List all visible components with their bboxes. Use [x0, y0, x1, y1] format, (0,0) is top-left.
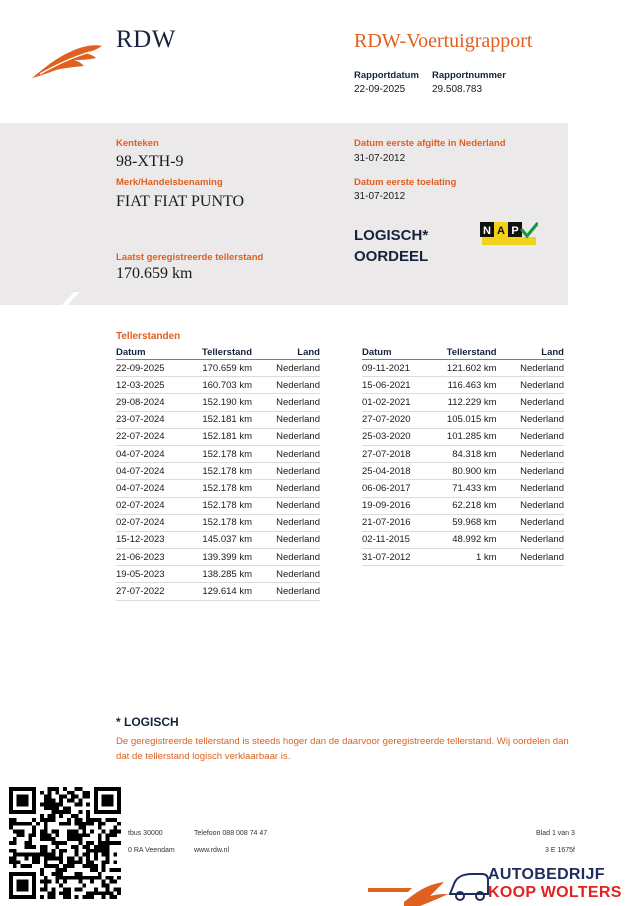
reading-date: 02-07-2024 [116, 514, 190, 531]
last-odometer: 170.659 km [116, 265, 193, 282]
reading-date: 01-02-2021 [362, 394, 435, 411]
car-outline-icon [450, 874, 488, 900]
reading-date: 21-06-2023 [116, 549, 190, 566]
reading-km: 59.968 km [435, 514, 497, 531]
reading-km: 129.614 km [190, 583, 252, 600]
reading-country: Nederland [497, 394, 564, 411]
reading-date: 22-07-2024 [116, 428, 190, 445]
nap-check-icon [480, 222, 538, 246]
col-km: Tellerstand [190, 346, 252, 360]
col-date: Datum [362, 346, 435, 360]
reading-country: Nederland [497, 445, 564, 462]
reading-country: Nederland [497, 428, 564, 445]
reading-km: 152.181 km [190, 428, 252, 445]
reading-date: 15-12-2023 [116, 531, 190, 548]
odometer-label: Laatst geregistreerde tellerstand [116, 252, 264, 263]
reading-date: 21-07-2016 [362, 514, 435, 531]
table-row [116, 411, 320, 428]
plate-label: Kenteken [116, 138, 159, 149]
table-row [116, 428, 320, 445]
reading-date: 31-07-2012 [362, 549, 435, 566]
table-row [116, 583, 320, 600]
report-title: RDW-Voertuigrapport [354, 30, 533, 52]
reading-country: Nederland [252, 549, 320, 566]
table-row [362, 514, 564, 531]
reading-km: 116.463 km [435, 377, 497, 394]
reading-country: Nederland [252, 377, 320, 394]
reading-date: 09-11-2021 [362, 360, 435, 377]
col-country: Land [252, 346, 320, 360]
reading-country: Nederland [497, 549, 564, 566]
footer-website[interactable]: www.rdw.nl [194, 847, 230, 854]
reading-date: 27-07-2018 [362, 445, 435, 462]
table-row [116, 394, 320, 411]
reading-country: Nederland [252, 411, 320, 428]
reading-country: Nederland [252, 360, 320, 377]
table-row [362, 411, 564, 428]
nap-letter-a: A [497, 225, 505, 237]
report-date: 22-09-2025 [354, 84, 406, 95]
rdw-logo-icon [30, 40, 104, 80]
table-row [362, 463, 564, 480]
vehicle-make: FIAT FIAT PUNTO [116, 193, 245, 210]
reading-km: 121.602 km [435, 360, 497, 377]
table-row [116, 549, 320, 566]
table-row [116, 531, 320, 548]
nap-letter-n: N [483, 225, 491, 237]
reading-country: Nederland [252, 480, 320, 497]
table-row [116, 514, 320, 531]
qr-code-icon[interactable] [8, 787, 122, 899]
reading-km: 152.178 km [190, 514, 252, 531]
reading-km: 152.178 km [190, 445, 252, 462]
reading-country: Nederland [252, 445, 320, 462]
reading-km: 1 km [435, 549, 497, 566]
reading-date: 27-07-2022 [116, 583, 190, 600]
footer-address-2: 0 RA Veendam [128, 847, 175, 854]
reading-km: 138.285 km [190, 566, 252, 583]
table-row [362, 549, 564, 566]
reading-date: 22-09-2025 [116, 360, 190, 377]
reading-country: Nederland [497, 360, 564, 377]
table-row [362, 394, 564, 411]
dealer-name-line-2: KOOP WOLTERS [488, 884, 622, 901]
reading-km: 152.178 km [190, 463, 252, 480]
verdict-label: LOGISCH* [354, 227, 429, 244]
reading-km: 71.433 km [435, 480, 497, 497]
col-country: Land [497, 346, 564, 360]
col-km: Tellerstand [435, 346, 497, 360]
footer-address-1: tbus 30000 [128, 830, 163, 837]
first-nl-date: 31-07-2012 [354, 153, 406, 164]
table-row [116, 566, 320, 583]
table-row [116, 463, 320, 480]
reading-km: 152.181 km [190, 411, 252, 428]
readings-table-left [116, 346, 320, 601]
reading-country: Nederland [252, 514, 320, 531]
first-admission-date: 31-07-2012 [354, 191, 406, 202]
table-row [362, 428, 564, 445]
col-date: Datum [116, 346, 190, 360]
table-row [116, 480, 320, 497]
reading-country: Nederland [252, 531, 320, 548]
document-code: 3 E 1675f [545, 847, 575, 854]
table-row [116, 497, 320, 514]
reading-date: 23-07-2024 [116, 411, 190, 428]
reading-date: 27-07-2020 [362, 411, 435, 428]
first-admission-label: Datum eerste toelating [354, 177, 457, 188]
footer-phone: Telefoon 088 008 74 47 [194, 830, 268, 837]
table-row [116, 377, 320, 394]
reading-country: Nederland [497, 463, 564, 480]
reading-km: 152.178 km [190, 480, 252, 497]
reading-date: 19-09-2016 [362, 497, 435, 514]
reading-country: Nederland [252, 497, 320, 514]
reading-date: 29-08-2024 [116, 394, 190, 411]
report-date-label: Rapportdatum [354, 70, 419, 81]
reading-country: Nederland [497, 497, 564, 514]
reading-country: Nederland [252, 394, 320, 411]
table-row [362, 445, 564, 462]
dealer-name-line-1: AUTOBEDRIJF [488, 866, 605, 883]
panel-notch [0, 292, 80, 306]
reading-country: Nederland [497, 377, 564, 394]
reading-date: 04-07-2024 [116, 480, 190, 497]
footnote-title: * LOGISCH [116, 715, 179, 729]
reading-date: 25-03-2020 [362, 428, 435, 445]
table-row [362, 377, 564, 394]
table-row [116, 445, 320, 462]
reading-km: 84.318 km [435, 445, 497, 462]
reading-km: 105.015 km [435, 411, 497, 428]
readings-table-right [362, 346, 564, 566]
reading-date: 04-07-2024 [116, 463, 190, 480]
reading-km: 152.190 km [190, 394, 252, 411]
reading-km: 139.399 km [190, 549, 252, 566]
reading-country: Nederland [497, 531, 564, 548]
readings-title: Tellerstanden [116, 331, 181, 342]
footnote-text: De geregistreerde tellerstand is steeds hoger dan de daarvoor geregistreerde tellerstand. Wij oordelen dan dat de tellerstand logisch verklaarbaar is. [116, 736, 569, 762]
table-row [362, 480, 564, 497]
reading-km: 160.703 km [190, 377, 252, 394]
reading-km: 145.037 km [190, 531, 252, 548]
reading-date: 19-05-2023 [116, 566, 190, 583]
reading-date: 02-07-2024 [116, 497, 190, 514]
reading-country: Nederland [497, 480, 564, 497]
report-number: 29.508.783 [432, 84, 483, 95]
reading-km: 80.900 km [435, 463, 497, 480]
first-nl-label: Datum eerste afgifte in Nederland [354, 138, 506, 149]
reading-date: 04-07-2024 [116, 445, 190, 462]
vehicle-summary-panel [0, 123, 568, 305]
table-row [362, 497, 564, 514]
table-row [116, 360, 320, 377]
reading-km: 112.229 km [435, 394, 497, 411]
reading-km: 170.659 km [190, 360, 252, 377]
make-label: Merk/Handelsbenaming [116, 177, 223, 188]
reading-date: 02-11-2015 [362, 531, 435, 548]
table-row [362, 360, 564, 377]
reading-km: 152.178 km [190, 497, 252, 514]
reading-km: 62.218 km [435, 497, 497, 514]
brand-name: RDW [116, 26, 176, 53]
reading-date: 25-04-2018 [362, 463, 435, 480]
reading-km: 101.285 km [435, 428, 497, 445]
verdict-sub-label: OORDEEL [354, 248, 429, 265]
reading-country: Nederland [252, 463, 320, 480]
report-number-label: Rapportnummer [432, 70, 506, 81]
nap-letter-p: P [511, 225, 519, 237]
reading-country: Nederland [252, 566, 320, 583]
page-indicator: Blad 1 van 3 [536, 830, 575, 837]
reading-km: 48.992 km [435, 531, 497, 548]
reading-country: Nederland [252, 428, 320, 445]
reading-date: 15-06-2021 [362, 377, 435, 394]
reading-country: Nederland [497, 411, 564, 428]
reading-country: Nederland [252, 583, 320, 600]
reading-date: 12-03-2025 [116, 377, 190, 394]
reading-country: Nederland [497, 514, 564, 531]
reading-date: 06-06-2017 [362, 480, 435, 497]
table-row [362, 531, 564, 548]
license-plate: 98-XTH-9 [116, 153, 184, 170]
